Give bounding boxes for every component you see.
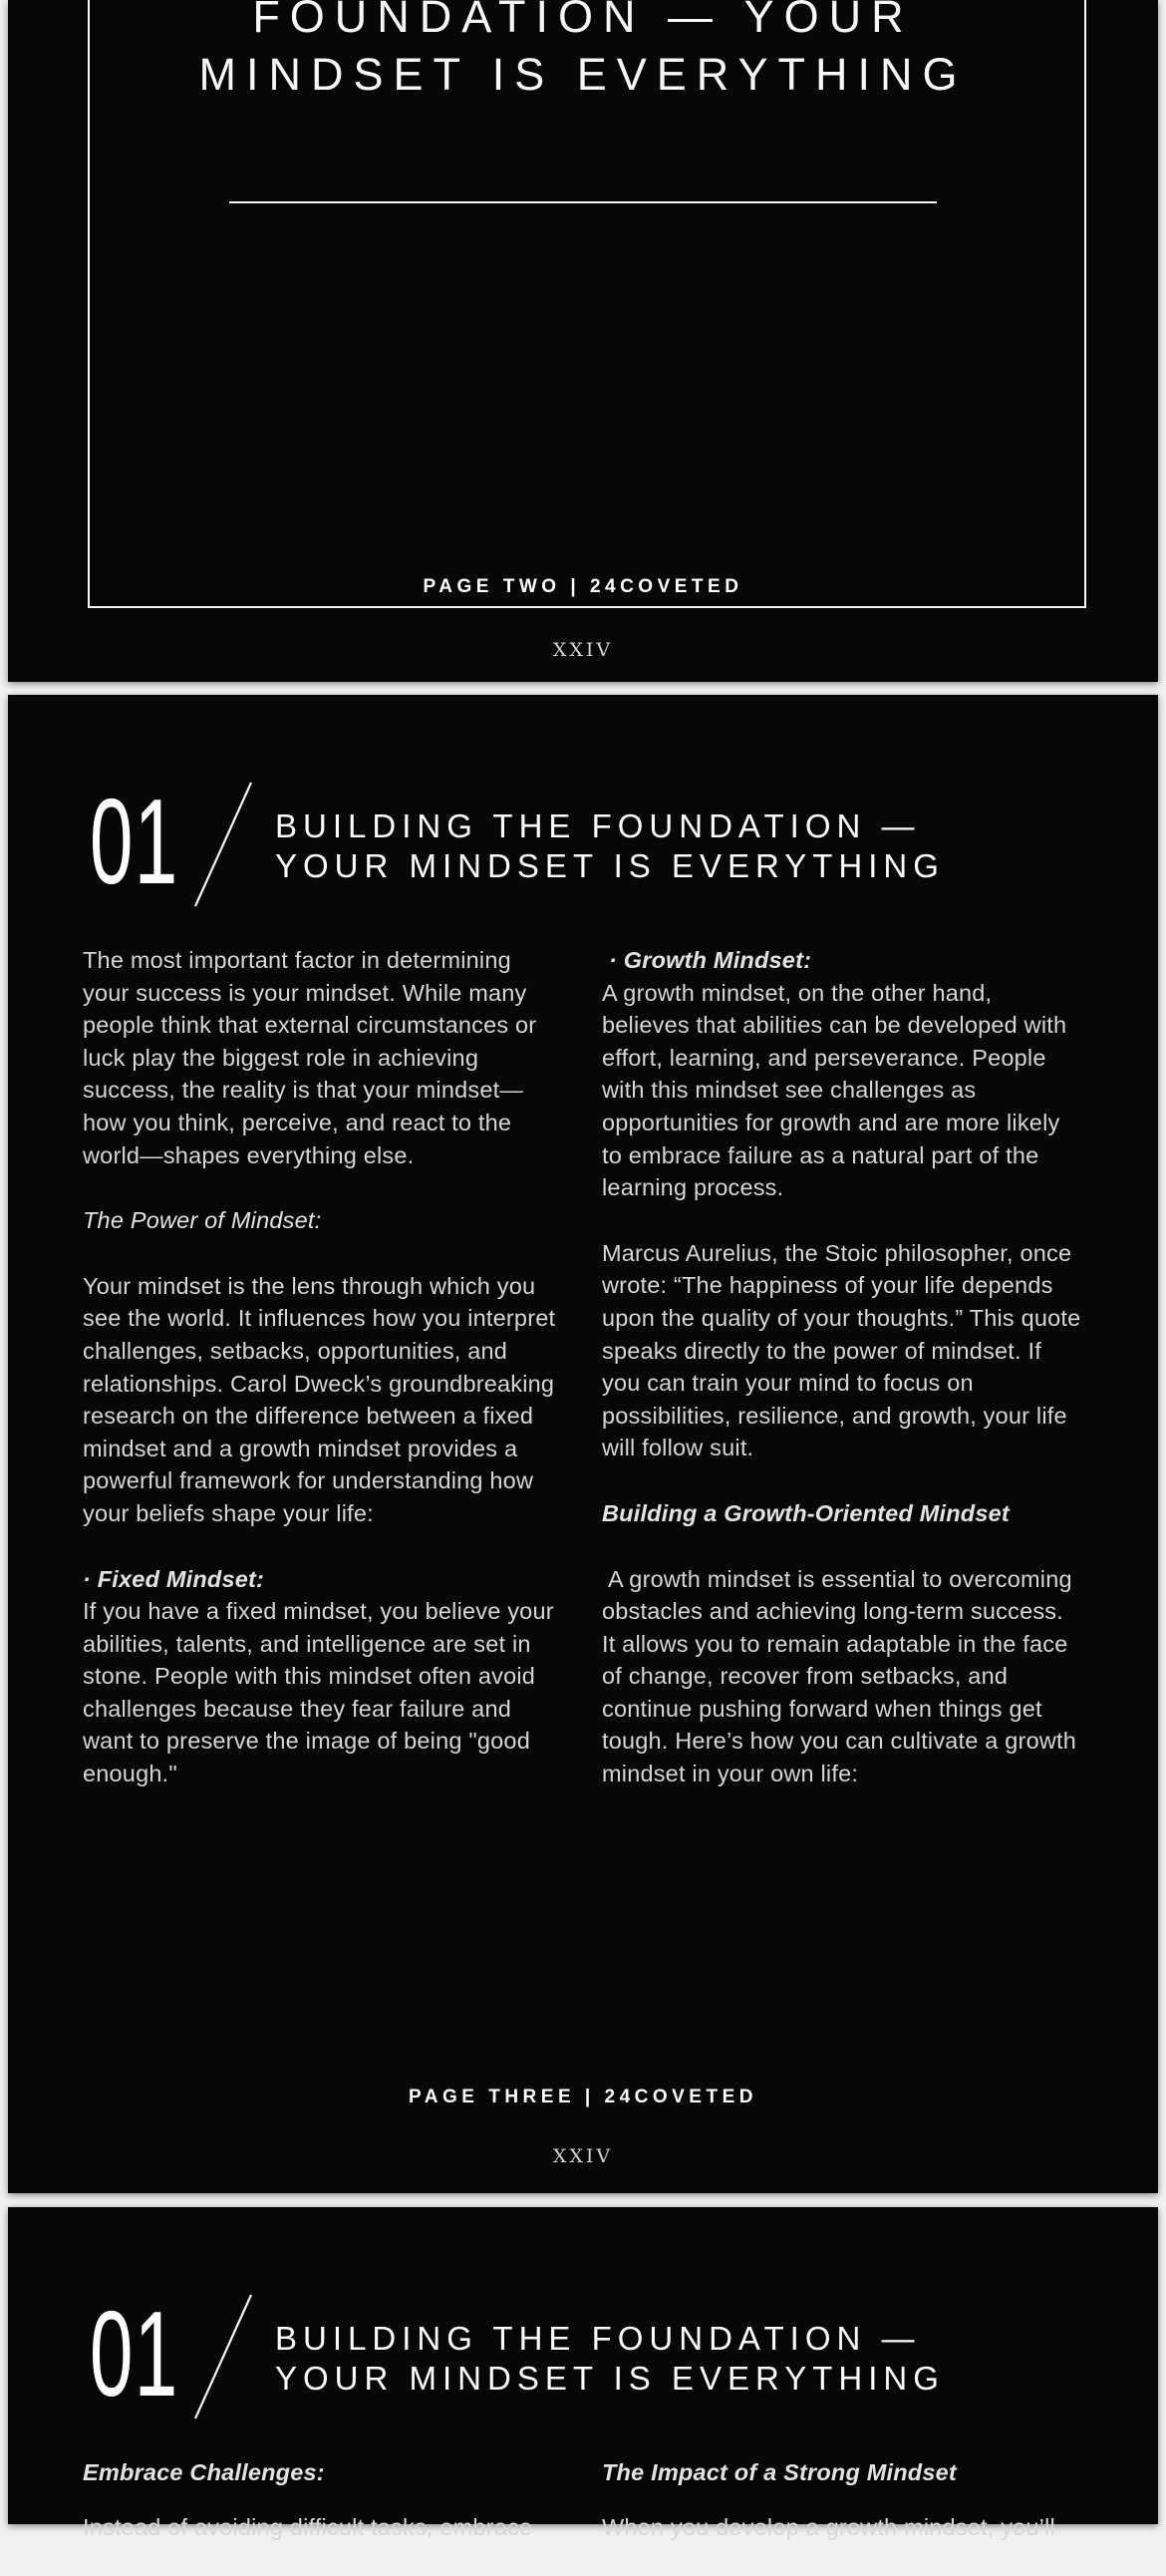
text-column-right <box>602 2456 1083 2576</box>
cover-title <box>8 0 1158 104</box>
page-footer: PAGE TWO | 24COVETED <box>423 576 743 597</box>
document-page-four <box>8 2207 1158 2540</box>
folio-roman-numeral: XXIV <box>552 2145 614 2167</box>
body-columns <box>83 2456 1083 2576</box>
page-footer: PAGE THREE | 24COVETED <box>409 2087 757 2107</box>
paragraph: A growth mindset is essential to overcoming obstacles and achieving long-term success. It allows you to remain adaptable in the face of change, recover from setbacks, and continue pushing forward when things get tough. Here’s how you can cultivate a growth mindset in your own life: <box>602 1565 1077 1787</box>
chapter-heading <box>275 2319 945 2399</box>
paragraph-partial: When you develop a growth mindset, you’ll <box>602 2513 1055 2540</box>
subheading-power-of-mindset: The Power of Mindset: <box>83 1207 322 1234</box>
text-column-left <box>83 944 564 1823</box>
divider-line <box>229 201 937 203</box>
subheading-impact-strong-mindset: The Impact of a Strong Mindset <box>602 2459 957 2485</box>
paragraph: Marcus Aurelius, the Stoic philosopher, once wrote: “The happiness of your life depends upon the quality of your thoughts.” This quote speaks directly to the power of mindset. If you can train your mind to focus on possibilities, resilience, and growth, your life will follow suit. <box>602 1239 1081 1461</box>
chapter-number: 01 <box>90 774 179 909</box>
cover-title-line-1: FOUNDATION — YOUR <box>252 0 914 42</box>
chapter-heading-line-2: YOUR MINDSET IS EVERYTHING <box>275 847 945 884</box>
text-column-right <box>602 944 1083 1823</box>
subheading-embrace-challenges: Embrace Challenges: <box>83 2459 325 2485</box>
text-column-left <box>83 2456 564 2576</box>
paragraph: Your mindset is the lens through which you see the world. It influences how you interpret challenges, setbacks, opportunities, and relationships. Carol Dweck’s groundbreaking research on the difference between a fixed mindset and a growth mindset provides a powerful framework for understanding how your beliefs shape your life: <box>83 1272 556 1526</box>
chapter-heading-line-2: YOUR MINDSET IS EVERYTHING <box>275 2360 945 2397</box>
cover-title-line-2: MINDSET IS EVERYTHING <box>198 49 968 100</box>
document-page-three <box>8 695 1158 2193</box>
body-columns <box>83 944 1083 1823</box>
document-page-cover <box>8 0 1158 682</box>
chapter-heading-line-1: BUILDING THE FOUNDATION — <box>275 807 921 844</box>
chapter-heading-line-1: BUILDING THE FOUNDATION — <box>275 2320 921 2357</box>
subheading-building-growth-oriented: Building a Growth-Oriented Mindset <box>602 1499 1010 1526</box>
paragraph: If you have a fixed mindset, you believe your abilities, talents, and intelligence are set in stone. People with this mindset often avoid challenges because they fear failure and want to preserve the image of being "good enough." <box>83 1598 554 1787</box>
chapter-heading <box>275 806 945 886</box>
chapter-slash-icon <box>187 2291 257 2422</box>
chapter-number: 01 <box>90 2286 179 2421</box>
paragraph: A growth mindset, on the other hand, believes that abilities can be developed with effort, learning, and perseverance. People with this mindset see challenges as opportunities for growth and are more likely to embrace failure as a natural part of the learning process. <box>602 979 1067 1201</box>
paragraph: The most important factor in determining your success is your mindset. While many people think that external circumstances or luck play the biggest role in achieving success, the reality is that your mindset—how you think, perceive, and react to the world—shapes everything else. <box>83 947 537 1168</box>
folio-roman-numeral: XXIV <box>552 639 614 661</box>
paragraph-partial: Instead of avoiding difficult tasks, embrace <box>83 2513 533 2540</box>
subheading-fixed-mindset: · Fixed Mindset: <box>83 1565 265 1592</box>
subheading-growth-mindset: · Growth Mindset: <box>609 947 812 973</box>
chapter-slash-icon <box>187 779 257 910</box>
